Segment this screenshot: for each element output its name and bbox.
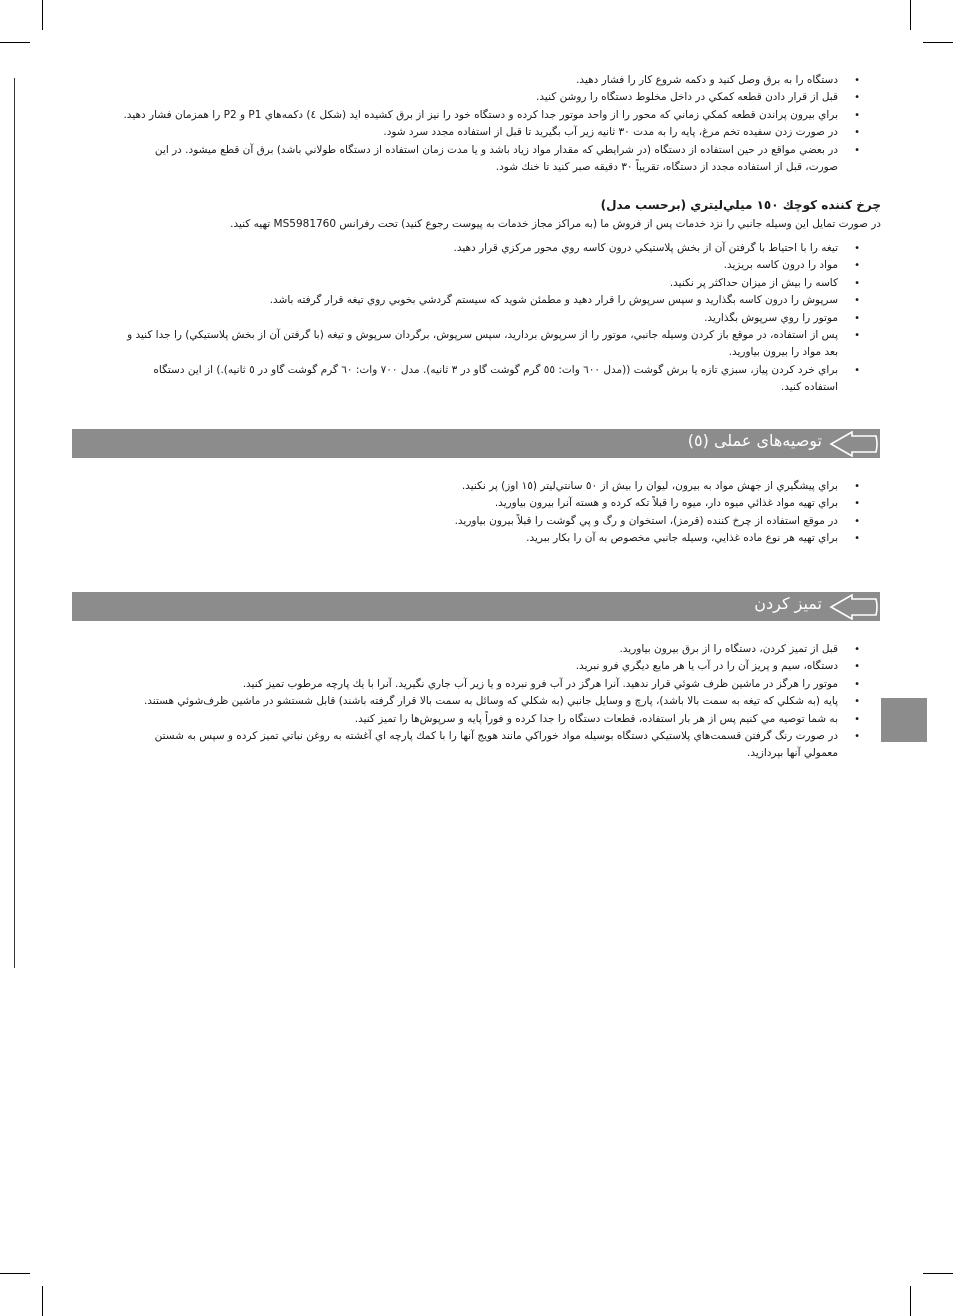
list-item: • براي پيشگيري از جهش مواد به بيرون، ليوان را بيش از ٥٠ سانتي‌ليتر (١٥ اوز) پر نكنيد. [120, 478, 860, 495]
tips-section-title: توصيه‌هاى عملى (٥) [687, 431, 822, 450]
list-item: • قبل از قرار دادن قطعه كمكي در داخل مخلوط دستگاه را روشن كنيد. [120, 89, 860, 106]
list-item: • قبل از تميز كردن، دستگاه را از برق بيرون بياوريد. [120, 641, 860, 658]
crop-mark [923, 1273, 953, 1274]
arrow-icon [828, 594, 880, 620]
crop-mark [0, 42, 30, 43]
margin-line [14, 78, 15, 968]
list-item: • در صورت رنگ گرفتن قسمت‌هاي پلاستيكي دستگاه بوسيله مواد خوراكي مانند هويج آنها را با كمك پارچه اي آغشته به روغن نباتي تميز كرده و سپس به شستن معمولي آنها بپردازيد. [120, 728, 860, 763]
crop-mark [42, 1286, 43, 1316]
list-item: • براي خرد كردن پياز، سبزي تازه يا برش گوشت ((مدل ٦٠٠ وات: ٥٥ گرم گوشت گاو در ٣ ثانيه). مدل ٧٠٠ وات: ٦٠ گرم گوشت گاو در ٥ ثانيه).) از اين دستگاه استفاده كنيد. [120, 362, 860, 397]
list-item: • موتور را هرگز در ماشين ظرف شوئي قرار ندهيد. آنرا هرگز در آب فرو نبرده و يا زير آب جاري نگيريد. آنرا با يك پارچه مرطوب تميز كنيد. [120, 676, 860, 693]
crop-mark [0, 1273, 30, 1274]
list-item: • كاسه را بيش از ميزان حداكثر پر نكنيد. [120, 275, 860, 292]
arrow-icon [828, 431, 880, 457]
crop-mark [910, 1286, 911, 1316]
list-item: • در موقع استفاده از چرخ كننده (قرمز)، استخوان و رگ و پي گوشت را قبلاً بيرون بياوريد. [120, 513, 860, 530]
list-item: • دستگاه، سيم و پريز آن را در آب يا هر مايع ديگري فرو نبريد. [120, 658, 860, 675]
list-item: • به شما توصيه مي كنيم پس از هر بار استفاده، قطعات دستگاه را جدا كرده و فوراً پايه و سرپوش‌ها را تميز كنيد. [120, 711, 860, 728]
list-item: • مواد را درون كاسه بريزيد. [120, 257, 860, 274]
list-item: • پايه (به شكلي كه تيغه به سمت بالا باشد)، پارچ و وسايل جانبي (به شكلي كه وسائل به سمت بالا قرار گرفته باشند) قابل شستشو در ماشين ظرف‌شوئي هستند. [120, 693, 860, 710]
language-side-tab [881, 698, 927, 742]
chopper-heading: چرخ كننده كوچك ١٥٠ ميلي‌ليتري (برحسب مدل) [600, 198, 881, 212]
crop-mark [923, 42, 953, 43]
list-item: • تيغه را با احتياط با گرفتن آن از بخش پلاستيكي درون كاسه روي محور مركزي قرار دهيد. [120, 240, 860, 257]
tips-list [120, 478, 860, 548]
list-item: • براي تهيه مواد غذائي ميوه دار، ميوه را قبلاً تكه كرده و هسته آنرا بيرون بياوريد. [120, 495, 860, 512]
list-item: • در صورت زدن سفيده تخم مرغ، پايه را به مدت ٣٠ ثانيه زير آب بگيريد تا قبل از استفاده مجدد سرد شود. [120, 124, 860, 141]
list-item: • موتور را روي سرپوش بگذاريد. [120, 310, 860, 327]
crop-mark [910, 0, 911, 30]
list-item: • سرپوش را درون كاسه بگذاريد و سپس سرپوش را قرار دهيد و مطمئن شويد كه سيستم گردشي بخوبي روي تيغه قرار گرفته باشد. [120, 292, 860, 309]
chopper-intro: در صورت تمايل اين وسيله جانبي را نزد خدمات پس از فروش ما (به مراكز مجاز خدمات به پيوست رجوع كنيد) تحت رفرانس MS5981760 تهيه كنيد. [230, 218, 881, 230]
list-item: • پس از استفاده، در موقع باز كردن وسيله جانبي، موتور را از سرپوش برداريد، سپس سرپوش، برگردان سرپوش و تيغه (با گرفتن آن از بخش پلاستيكي) را جدا كنيد و بعد مواد را بيرون بياوريد. [120, 327, 860, 362]
chopper-list [120, 240, 860, 397]
list-item: • در بعضي مواقع در حين استفاده از دستگاه (در شرايطي كه مقدار مواد زياد باشد و يا مدت زمان استفاده از دستگاه طولاني باشد) برق آن قطع ميشود. در اين صورت، قبل از استفاده مجدد از دستگاه، تقريباً ٣٠ دقيقه صبر كنيد تا خنك شود. [120, 142, 860, 177]
tips-section-bar [72, 429, 880, 458]
cleaning-list [120, 641, 860, 763]
cleaning-section-title: تميز كردن [754, 594, 822, 613]
list-item: • براي بيرون پراندن قطعه كمكي زماني كه محور را از واحد موتور جدا كرده و دستگاه خود را نيز از برق كشيده ايد (شكل ٤) دكمه‌هاي P1 و P2 را همزمان فشار دهيد. [120, 107, 860, 124]
list-item: • براي تهيه هر نوع ماده غذايي، وسيله جانبي مخصوص به آن را بكار ببريد. [120, 530, 860, 547]
list-item: • دستگاه را به برق وصل كنيد و دكمه شروع كار را فشار دهيد. [120, 72, 860, 89]
crop-mark [42, 0, 43, 30]
cleaning-section-bar [72, 592, 880, 621]
usage-list [120, 72, 860, 176]
